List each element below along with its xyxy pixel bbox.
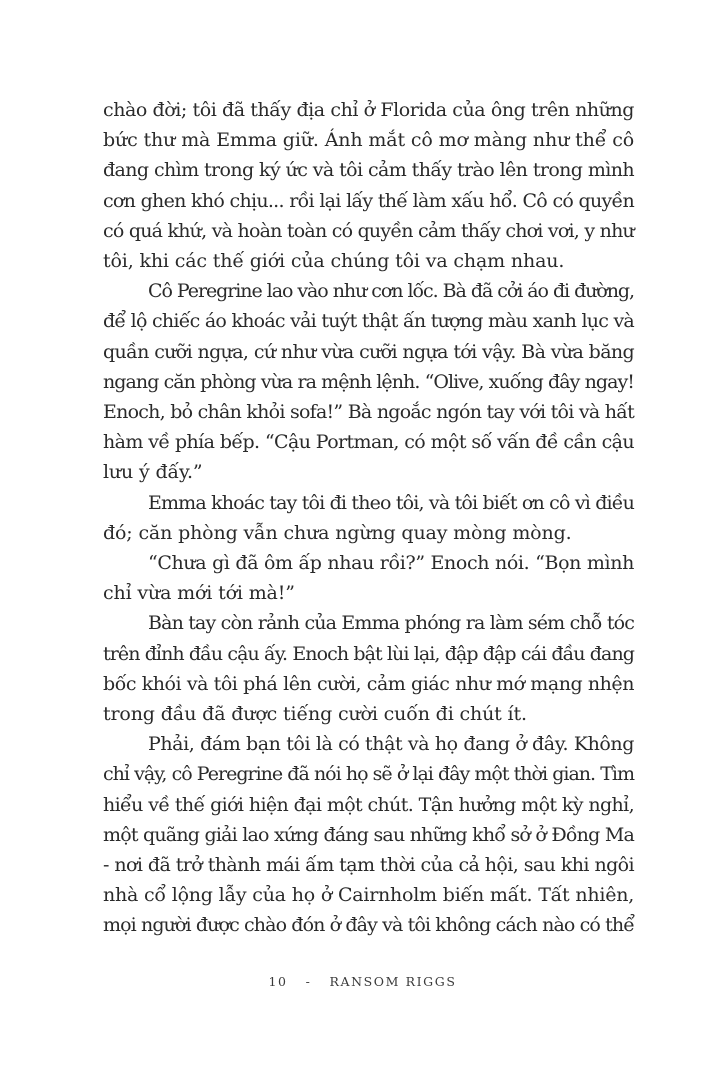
- text-line: chào đời; tôi đã thấy địa chỉ ở Florida của ông trên những: [103, 99, 634, 121]
- text-line: đó; căn phòng vẫn chưa ngừng quay mòng mòng.: [103, 521, 572, 544]
- text-line: hiểu về thế giới hiện đại một chút. Tận hưởng một kỳ nghỉ,: [103, 793, 634, 816]
- text-line: hàm về phía bếp. “Cậu Portman, có một số vấn đề cần cậu: [103, 431, 634, 454]
- text-line: đang chìm trong ký ức và tôi cảm thấy trào lên trong mình: [103, 159, 634, 182]
- text-line: quần cưỡi ngựa, cứ như vừa cưỡi ngựa tới vậy. Bà vừa băng: [103, 340, 634, 363]
- text-line: nhà cổ lộng lẫy của họ ở Cairnholm biến mất. Tất nhiên,: [103, 884, 634, 907]
- text-line: - nơi đã trở thành mái ấm tạm thời của cả hội, sau khi ngôi: [103, 854, 634, 877]
- text-line: một quãng giải lao xứng đáng sau những khổ sở ở Đồng Ma: [103, 823, 634, 846]
- text-line: trên đỉnh đầu cậu ấy. Enoch bật lùi lại, đập đập cái đầu đang: [103, 642, 634, 665]
- footer-author: RANSOM RIGGS: [329, 974, 457, 989]
- paragraph-first-line: Phải, đám bạn tôi là có thật và họ đang ở đây. Không: [148, 733, 634, 756]
- text-line: để lộ chiếc áo khoác vải tuýt thật ấn tượng màu xanh lục và: [103, 310, 634, 333]
- text-line: có quá khứ, và hoàn toàn có quyền cảm thấy chơi vơi, y như: [103, 219, 634, 242]
- text-line: mọi người được chào đón ở đây và tôi không cách nào có thể: [103, 914, 634, 937]
- text-line: lưu ý đấy.”: [103, 461, 203, 484]
- text-line: bức thư mà Emma giữ. Ánh mắt cô mơ màng như thể cô: [103, 129, 634, 152]
- paragraph-first-line: Cô Peregrine lao vào như cơn lốc. Bà đã cởi áo đi đường,: [148, 280, 634, 303]
- text-line: chỉ vậy, cô Peregrine đã nói họ sẽ ở lại đây một thời gian. Tìm: [103, 763, 634, 786]
- paragraph-first-line: Emma khoác tay tôi đi theo tôi, và tôi biết ơn cô vì điều: [148, 491, 634, 514]
- text-line: tôi, khi các thế giới của chúng tôi va chạm nhau.: [103, 250, 565, 273]
- body-text: [103, 95, 634, 941]
- paragraph-first-line: “Chưa gì đã ôm ấp nhau rồi?” Enoch nói. “Bọn mình: [148, 552, 634, 575]
- text-line: cơn ghen khó chịu... rồi lại lấy thế làm xấu hổ. Cô có quyền: [103, 189, 634, 212]
- page-number: 10: [268, 974, 288, 989]
- footer-separator: -: [305, 974, 312, 989]
- text-line: bốc khói và tôi phá lên cười, cảm giác như mớ mạng nhện: [103, 672, 634, 695]
- text-line: ngang căn phòng vừa ra mệnh lệnh. “Olive, xuống đây ngay!: [103, 370, 634, 393]
- text-line: Enoch, bỏ chân khỏi sofa!” Bà ngoắc ngón tay với tôi và hất: [103, 401, 634, 424]
- running-footer: [0, 974, 725, 989]
- paragraph-first-line: Bàn tay còn rảnh của Emma phóng ra làm sém chỗ tóc: [148, 612, 634, 635]
- text-line: trong đầu đã được tiếng cười cuốn đi chút ít.: [103, 703, 527, 726]
- text-line: chỉ vừa mới tới mà!”: [103, 582, 295, 605]
